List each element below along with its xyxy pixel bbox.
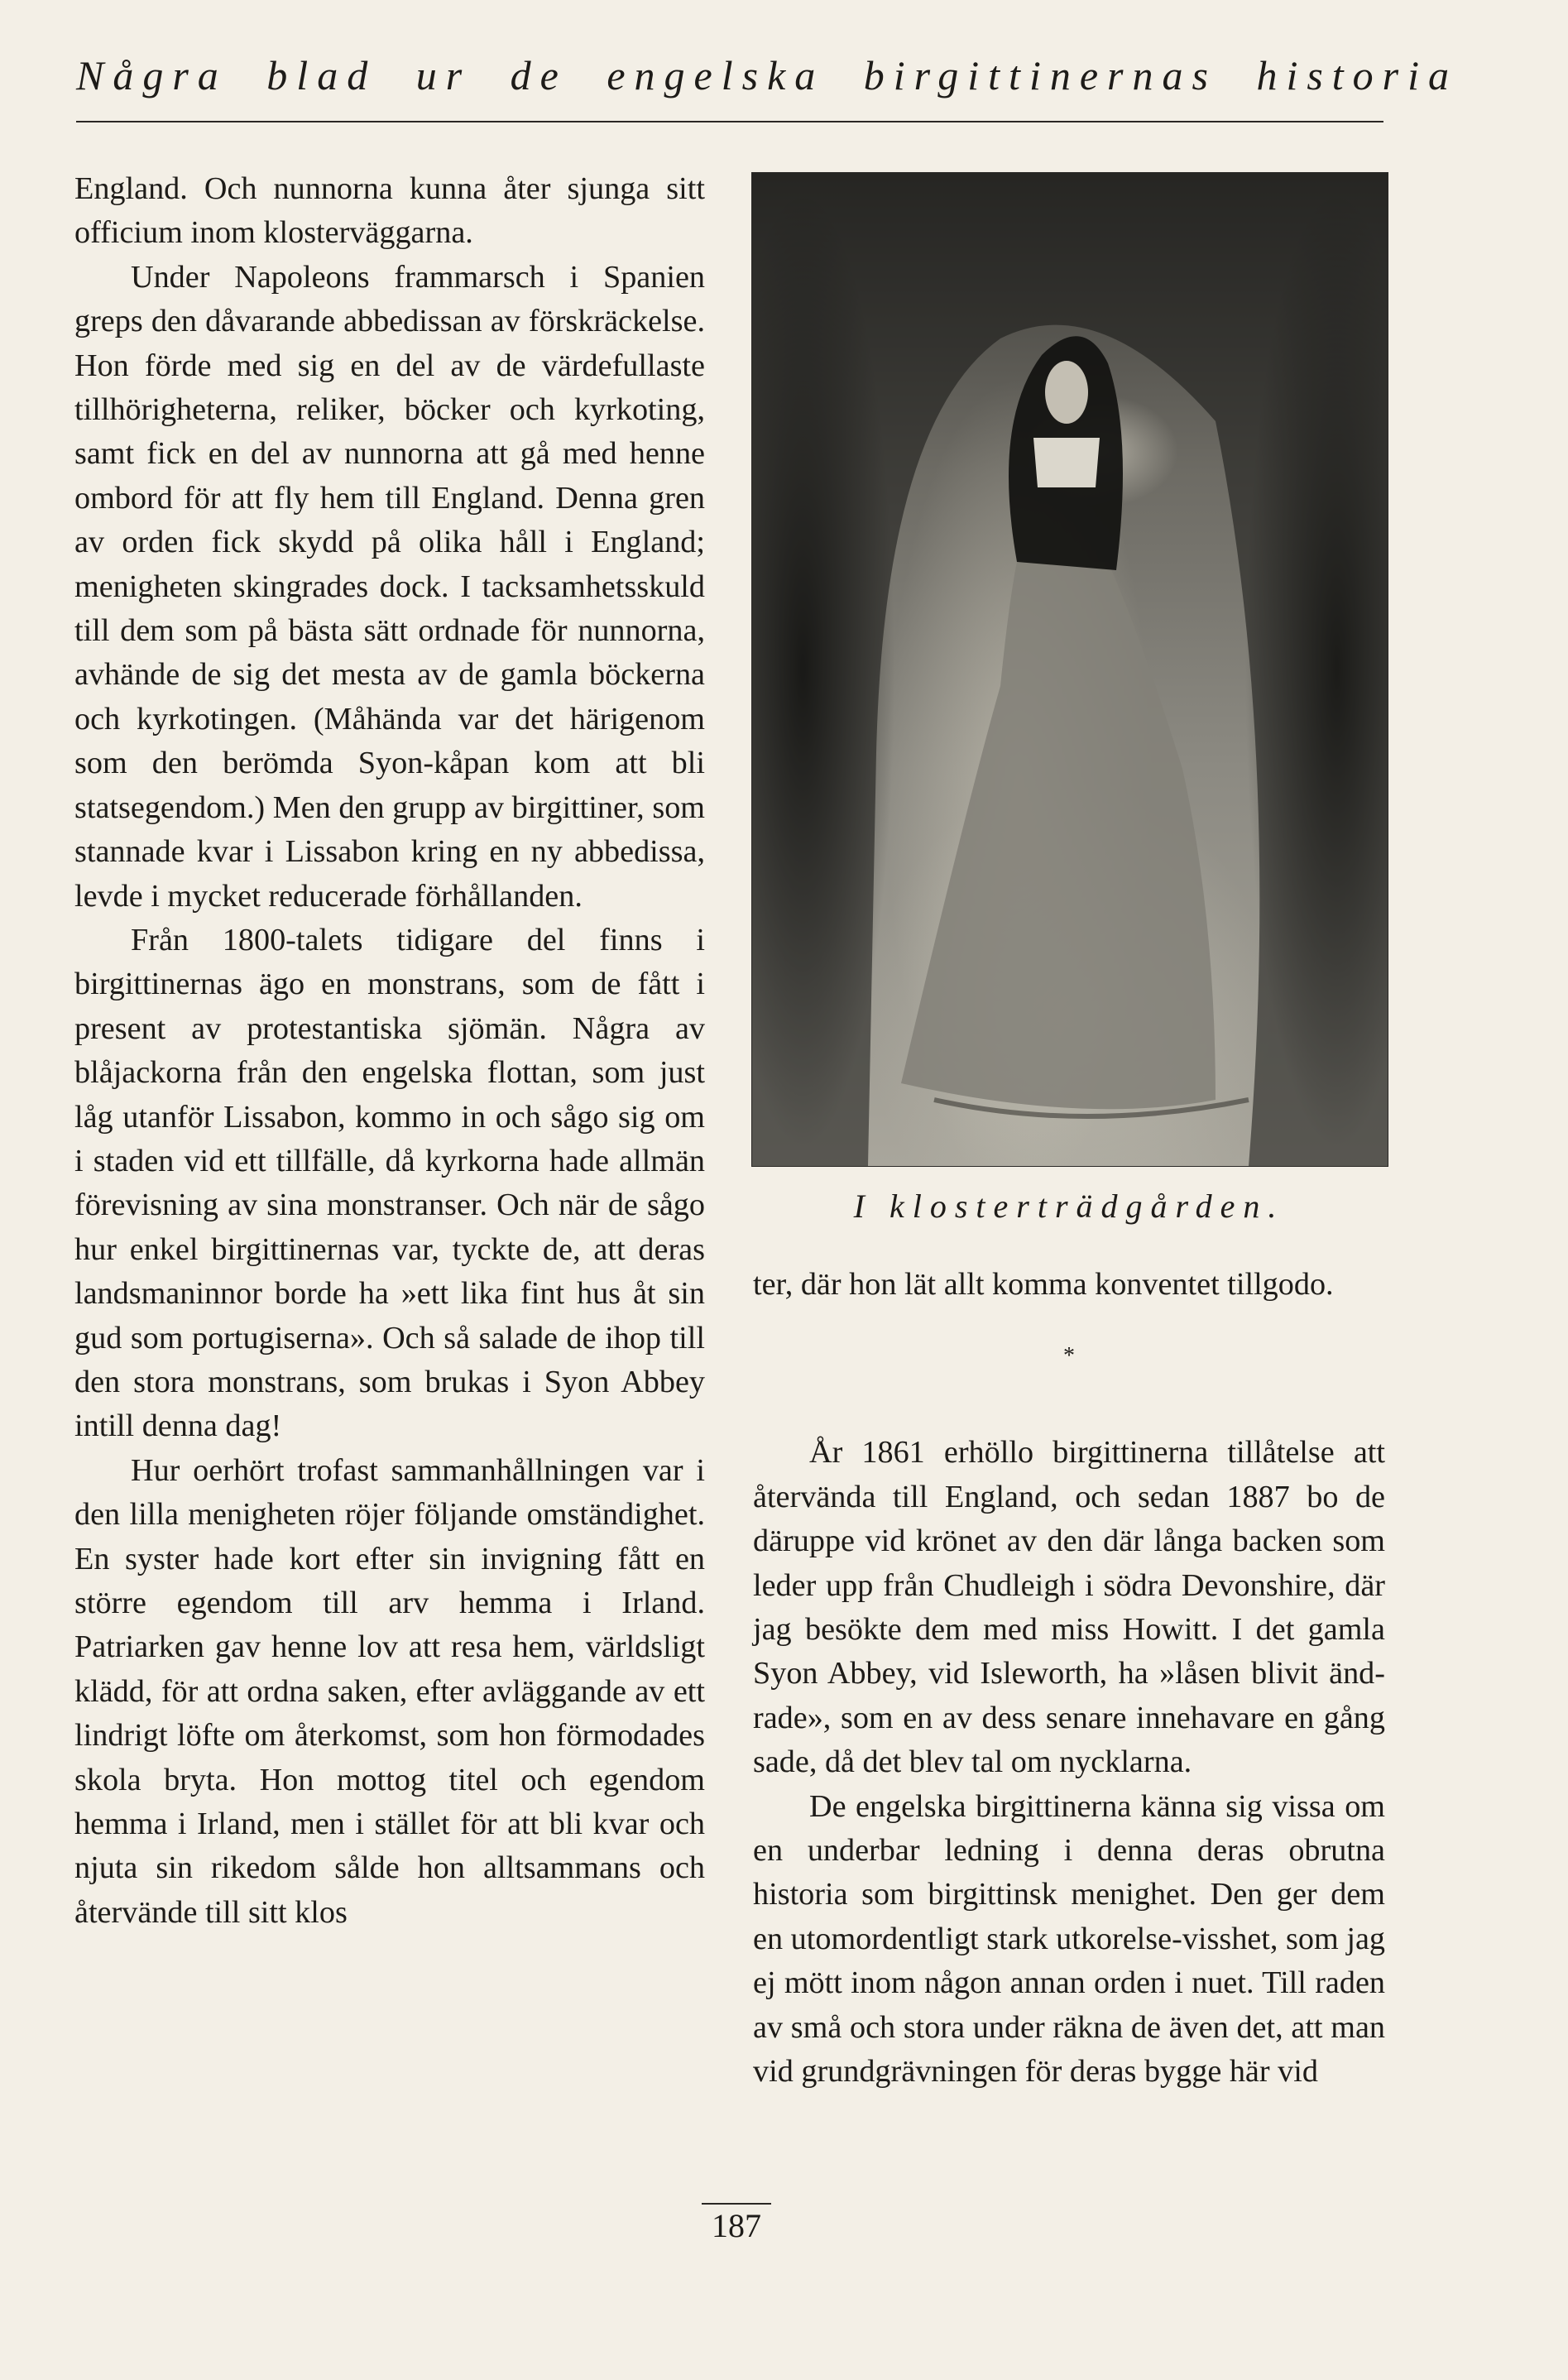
paragraph: Från 1800-talets tidigare del finns i birgittinernas ägo en monstrans, som de fått i present av protestantiska sjömän. Några av blåjackorna från den engelska flottan, som just låg utanför Lissabon, kommo in och sågo sig om i staden vid ett tillfälle, då kyrkorna hade allmän förevisning av sina monstranser. Och när de sågo hur enkel birgittinernas var, tyckte de, att deras landsmaninnor borde ha »ett lika fint hus åt sin gud som portugiserna». Och så salade de ihop till den stora monstrans, som brukas i Syon Abbey intill denna dag! <box>74 922 705 1444</box>
paragraph: Under Napoleons frammarsch i Spanien greps den dåvarande abbedissan av förskräckelse. Hon förde med sig en del av de värdefullaste tillhörigheterna, reliker, böcker och kyrkoting, samt fick en del av nunnorna att gå med henne ombord för att fly hem till England. Denna gren av orden fick skydd på olika håll i England; menigheten skingrades dock. I tacksamhetsskuld till dem som på bästa sätt ordnade för nunnorna, avhände de sig det mesta av de gamla böckerna och kyrkotingen. (Måhända var det härigenom som den berömda Syon-kåpan kom att bli statsegendom.) Men den grupp av birgittiner, som stannade kvar i Lissabon kring en ny abbedissa, levde i mycket reducerade förhållanden. <box>74 259 705 914</box>
photo-illustration <box>752 173 1388 1166</box>
running-title: Några blad ur de engelska birgittinernas historia <box>76 52 1459 98</box>
continuation-text: ter, där hon lät allt komma konventet tillgodo. <box>753 1267 1334 1302</box>
section-break: * <box>1063 1343 1075 1370</box>
figure-caption: I klosterträdgården. <box>853 1188 1285 1225</box>
paragraph: England. Och nunnorna kunna åter sjunga sitt officium inom klosterväggarna. <box>74 171 705 251</box>
running-header <box>76 51 1459 126</box>
page-number-rule <box>702 2203 771 2205</box>
right-column <box>753 1263 1385 2094</box>
nun-in-garden-photo <box>751 172 1388 1167</box>
header-rule <box>76 121 1383 122</box>
paragraph: Hur oerhört trofast sammanhållningen var i den lilla menigheten röjer följande omständighet. En syster hade kort efter sin invigning fått en större egendom till arv hemma i Irland. Patriarken gav henne lov att resa hem, världsligt klädd, för att ordna saken, efter avläggande av ett lindrigt löfte om återkomst, som hon förmodades skola bryta. Hon mottog titel och egendom hemma i Irland, men i stället för att bli kvar och njuta sin rikedom sålde hon alltsammans och återvände till sitt klos <box>74 1452 705 1930</box>
left-column <box>74 167 705 1935</box>
page-number: 187 <box>712 2207 761 2244</box>
paragraph: År 1861 erhöllo birgittinerna tillåtelse att återvända till England, och sedan 1887 bo de däruppe vid krönet av den där långa backen som leder upp från Chudleigh i södra Devonshire, där jag besökte dem med miss Howitt. I det gamla Syon Abbey, vid Isleworth, ha »låsen blivit ändrade», som en av dess senare innehavare en gång sade, då det blev tal om nycklarna. <box>753 1435 1385 1780</box>
page-footer <box>695 2203 778 2245</box>
paragraph: De engelska birgittinerna känna sig vissa om en underbar ledning i denna deras obrutna historia som birgittinsk menighet. Den ger dem en utomordentligt stark utkorelse-visshet, som jag ej mött inom någon annan orden i nuet. Till raden av små och stora under räkna de även det, att man vid grundgrävningen för deras bygge här vid <box>753 1788 1385 2090</box>
